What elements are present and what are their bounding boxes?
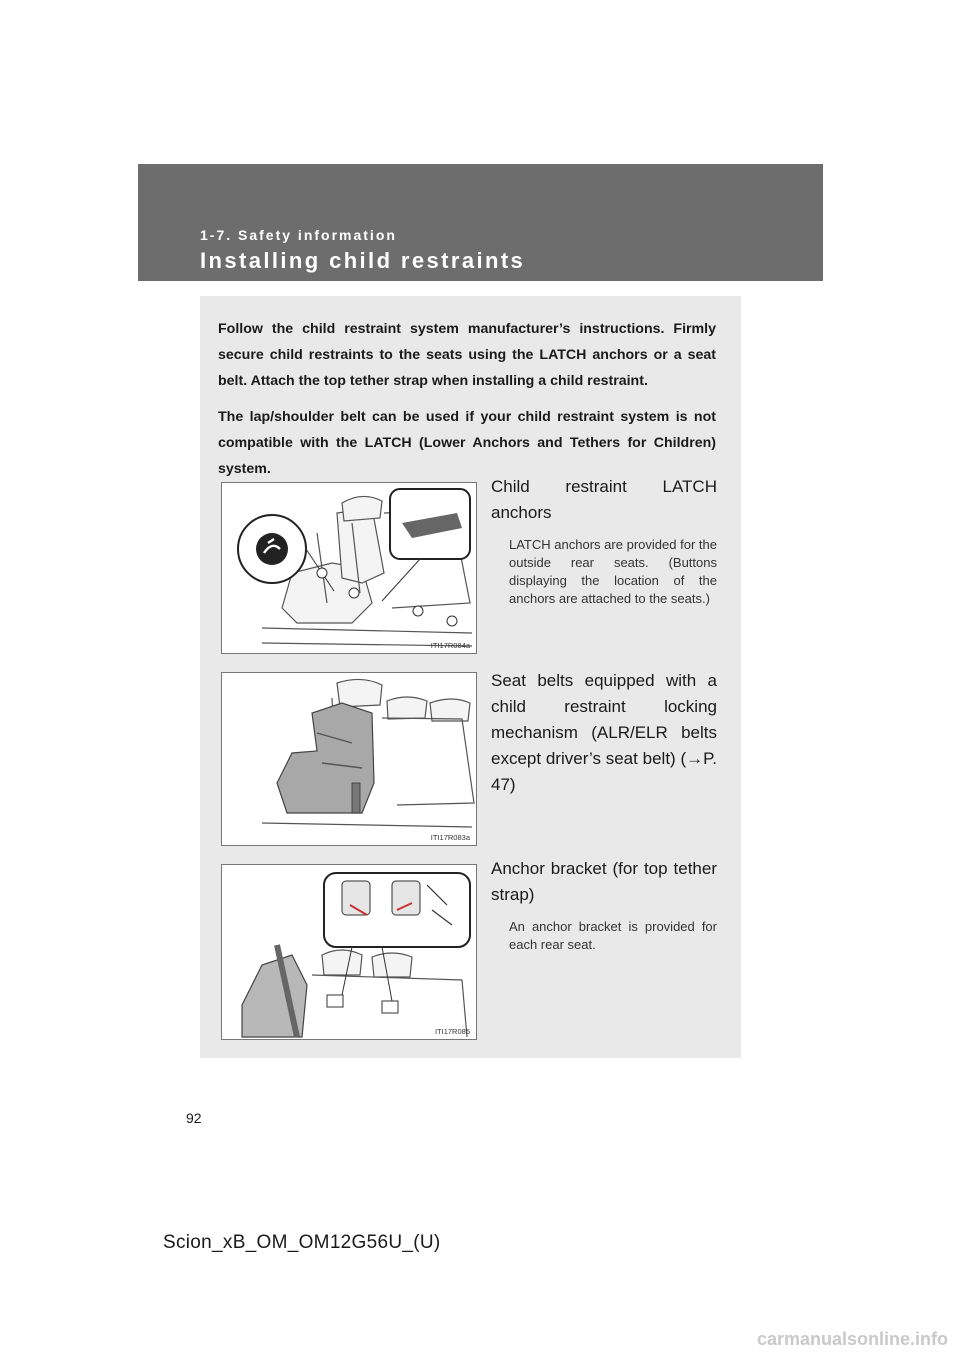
item-description: LATCH anchors are provided for the outside rear seats. (Buttons displaying the location of the anchors are attached to the seats.): [509, 537, 717, 606]
section-label: 1-7. Safety information: [200, 227, 397, 243]
section-header: [138, 164, 823, 281]
latch-anchors-item: [491, 474, 717, 608]
intro-paragraph-1: Follow the child restraint system manufacturer’s instructions. Firmly secure child restraints to the seats using the LATCH anchors or a seat belt. Attach the top tether strap when installing a child restraint.: [218, 321, 716, 389]
watermark-text: carmanualsonline.info: [756, 1329, 948, 1349]
page-number: 92: [186, 1110, 202, 1126]
item-heading: Child restraint LATCH anchors: [491, 477, 717, 522]
latch-symbol-icon: [256, 533, 288, 565]
seat-belt-drawing: [222, 673, 476, 845]
seat-belt-item: [491, 668, 717, 798]
figure-code: ITI17R084a: [430, 641, 470, 650]
figure-code: ITI17R085: [434, 1027, 470, 1036]
intro-text: [218, 316, 716, 492]
anchor-bracket-drawing: [222, 865, 476, 1039]
content-panel: [200, 296, 741, 1058]
item-description: An anchor bracket is provided for each rear seat.: [509, 919, 717, 952]
anchor-bracket-illustration: [221, 864, 477, 1040]
item-heading: Anchor bracket (for top tether strap): [491, 859, 717, 904]
intro-paragraph-2: The lap/shoulder belt can be used if your child restraint system is not compatible with the LATCH (Lower Anchors and Tethers for Children) system.: [218, 409, 716, 477]
item-heading: Seat belts equipped with a child restraint locking mechanism (ALR/ELR belts except driver’s seat belt) (→P. 47): [491, 671, 717, 794]
anchor-bracket-item: [491, 856, 717, 954]
latch-seat-drawing: [222, 483, 476, 653]
latch-anchor-illustration: [221, 482, 477, 654]
seat-belt-illustration: [221, 672, 477, 846]
document-code: Scion_xB_OM_OM12G56U_(U): [163, 1232, 441, 1253]
figure-code: ITI17R083a: [430, 833, 470, 842]
page-title: Installing child restraints: [200, 248, 526, 273]
